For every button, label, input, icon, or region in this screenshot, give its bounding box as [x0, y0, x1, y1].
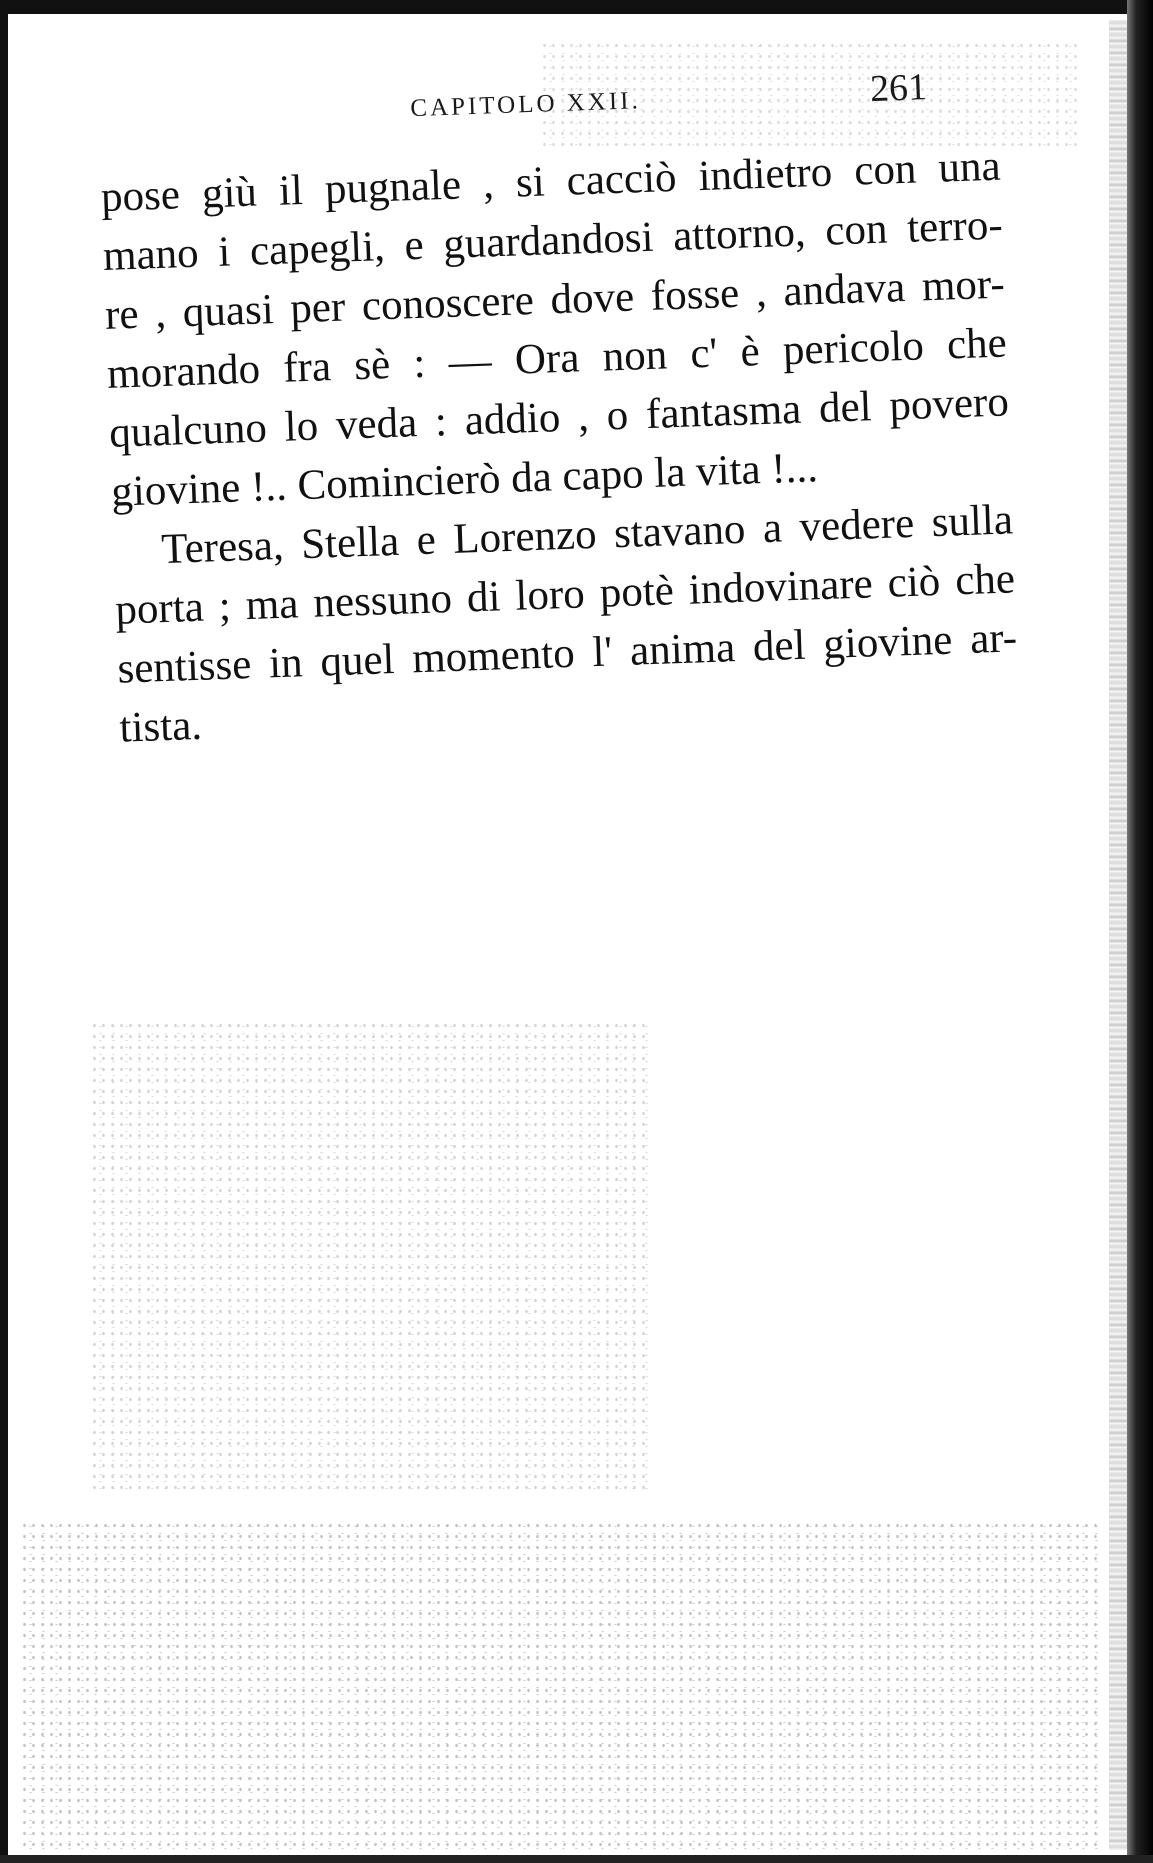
text-line: tista. [118, 701, 203, 752]
bleed-through-noise [90, 1020, 650, 1490]
scan-border-right [1127, 0, 1153, 1863]
scan-border-bottom [0, 1855, 1153, 1863]
page-fore-edge [1109, 20, 1127, 1850]
text-line: Teresa, Stella e Lorenzo stavano a vedere sulla [160, 496, 1014, 574]
text-line: giovine !.. Comincierò da capo la vita !... [110, 444, 819, 516]
running-head: CAPITOLO XXII. [409, 87, 642, 123]
text-line: porta ; ma nessuno di loro potè indovinare ciò che [114, 555, 1016, 634]
body-text [100, 137, 1020, 758]
text-line: pose giù il pugnale , si cacciò indietro con una [100, 142, 1002, 221]
page-number: 261 [869, 66, 928, 111]
text-line: mano i capegli, e guardandosi attorno, con terro- [102, 201, 1004, 280]
scan-border-top [0, 0, 1153, 14]
scan-border-left [0, 0, 8, 1863]
text-line: re , quasi per conoscere dove fosse , andava mor- [104, 260, 1006, 339]
text-line: morando fra sè : — Ora non c' è pericolo che [106, 319, 1008, 398]
scan-noise-bottom [20, 1520, 1100, 1850]
text-line: sentisse in quel momento l' anima del giovine ar- [116, 614, 1018, 693]
text-line: qualcuno lo veda : addio , o fantasma del povero [108, 378, 1010, 457]
